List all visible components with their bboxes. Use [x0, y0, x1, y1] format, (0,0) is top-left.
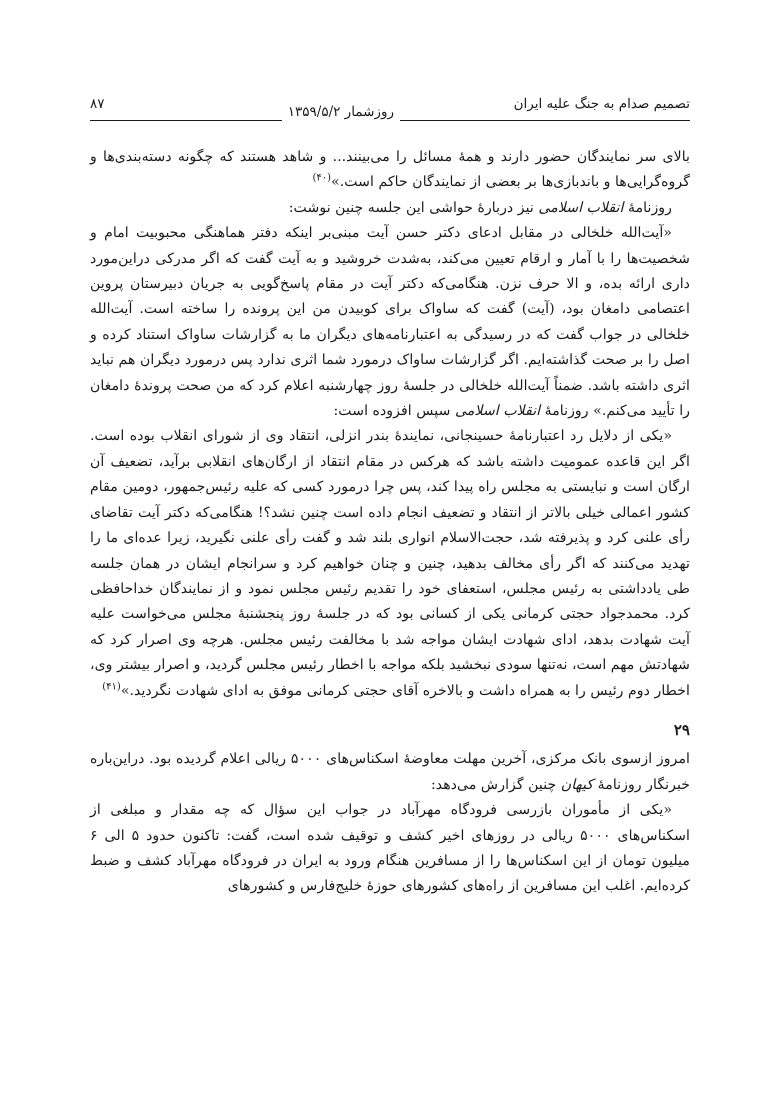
paragraph-2-text-b: نیز دربارهٔ حواشی این جلسه چنین نوشت: — [288, 199, 539, 216]
paragraph-5-text-b: چنین گزارش می‌دهد: — [430, 776, 561, 793]
paragraph-6-text: «یکی از مأموران بازرسی فرودگاه مهرآباد در جواب این سؤال که چه مقدار و مبلغی از اسکناس‌های ۵۰۰۰ ریالی در روزهای اخیر کشف و توقیف شده است، گفت: تاکنون حدود ۵ الی ۶ میلیون تومان از این اسکناس‌ها را از مسافرین هنگام ورود به ایران در فرودگاه مهرآباد کشف و ضبط کرده‌ایم. اغلب این مسافرین از راه‌های کشورهای حوزهٔ خلیج‌فارس و کشورهای — [90, 802, 690, 895]
page-body — [90, 145, 690, 900]
paragraph-3-text-b: سپس افزوده است: — [333, 403, 455, 420]
paragraph-2-text-a: روزنامهٔ — [623, 199, 672, 216]
newspaper-name: انقلاب اسلامی — [454, 403, 541, 420]
footnote-ref-40: (۴۰) — [312, 172, 332, 184]
paragraph-5 — [90, 747, 690, 798]
paragraph-1 — [90, 145, 690, 196]
paragraph-5-text-a: امروز ازسوی بانک مرکزی، آخرین مهلت معاوضهٔ اسکناس‌های ۵۰۰۰ ریالی اعلام گردیده بود. دراین‌باره خبرنگار روزنامهٔ — [90, 751, 691, 793]
chronology-date: روزشمار ۱۳۵۹/۵/۲ — [282, 102, 400, 122]
paragraph-6 — [90, 798, 690, 900]
paragraph-3 — [90, 221, 690, 424]
newspaper-name: انقلاب اسلامی — [538, 199, 624, 216]
running-header — [90, 92, 690, 121]
paragraph-1-text: بالای سر نمایندگان حضور دارند و همهٔ مسائل را می‌بینند... و شاهد هستند که چگونه دسته‌بندی‌ها و گروه‌گرایی‌ها و باندبازی‌ها بر بعضی از نمایندگان حاکم است.» — [90, 149, 690, 191]
paragraph-2 — [90, 196, 690, 221]
paragraph-4 — [90, 424, 690, 703]
chapter-title: تصمیم صدام به جنگ علیه ایران — [513, 96, 690, 112]
page-number: ۸۷ — [90, 96, 105, 112]
section-number: ۲۹ — [673, 720, 690, 739]
paragraph-3-text-a: «آیت‌الله خلخالی در مقابل ادعای دکتر حسن آیت مبنی‌بر اینکه دفتر هماهنگی محبوبیت امام و شخصیت‌ها را با آمار و ارقام تعیین می‌کند، به‌شدت خروشید و به آیت گفت که اگر مدرکی دراین‌مورد داری ارائه بده، و الا حرف نزن. هنگامی‌که دکتر آیت در مقام پاسخ‌گویی به جریان دبیرستان پروین اعتصامی دامغان بود، (آیت) گفت که ساواک برای کوبیدن من این پرونده را ساخته است. آیت‌الله خلخالی در جواب گفت که در رسیدگی به اعتبارنامه‌های دیگران ما به گزارشات ساواک استناد کرده و اصل را بر صحت گذاشته‌ایم. اگر گزارشات ساواک درمورد شما اثری ندارد پس درمورد دیگران هم نباید اثری داشته باشد. ضمناً آیت‌الله خلخالی در جلسهٔ روز چهارشنبه اعلام کرد که من صحت پروندهٔ دامغان را تأیید می‌کنم.» روزنامهٔ — [90, 225, 690, 420]
footnote-ref-41: (۴۱) — [102, 680, 121, 692]
newspaper-name: کیهان — [560, 776, 594, 793]
paragraph-4-text: «یکی از دلایل رد اعتبارنامهٔ حسینجانی، نمایندهٔ بندر انزلی، انتقاد وی از شورای انقلاب بوده است. اگر این قاعده عمومیت داشته باشد که هرکس در مقام انتقاد از ارگان‌های انقلابی برآید، تضعیف آن ارگان است و نبایستی به مجلس راه پیدا کند، پس چرا درمورد کسی که علیه رئیس‌جمهور، دومین مقام کشور اعمالی خیلی بالاتر از انتقاد و تضعیف انجام داده است چنین نشد؟! هنگامی‌که دکتر آیت تقاضای رأی علنی کرد و پذیرفته شد، حجت‌الاسلام انواری بلند شد و گفت رأی علنی نگیرید، زیرا عده‌ای ما را تهدید می‌کنند که اگر رأی مخالف بدهید، چنین و چنان خواهیم کرد و سرانجام ایشان در همان جلسه طی یادداشتی به رئیس مجلس، استعفای خود را تقدیم رئیس مجلس نمود و از نمایندگان خداحافظی کرد. محمدجواد حجتی کرمانی یکی از کسانی بود که در جلسهٔ روز پنجشنبهٔ مجلس می‌خواست علیه آیت شهادت بدهد، ادای شهادت ایشان مواجه شد با مخالفت رئیس مجلس. هرچه وی اصرار کرد که شهادتش مهم است، نه‌تنها سودی نبخشید بلکه مواجه با اخطار رئیس مجلس گردید، و اصرار بیشتر وی، اخطار دوم رئیس را به همراه داشت و بالاخره آقای حجتی کرمانی موفق به ادای شهادت نگردید.» — [90, 428, 690, 699]
